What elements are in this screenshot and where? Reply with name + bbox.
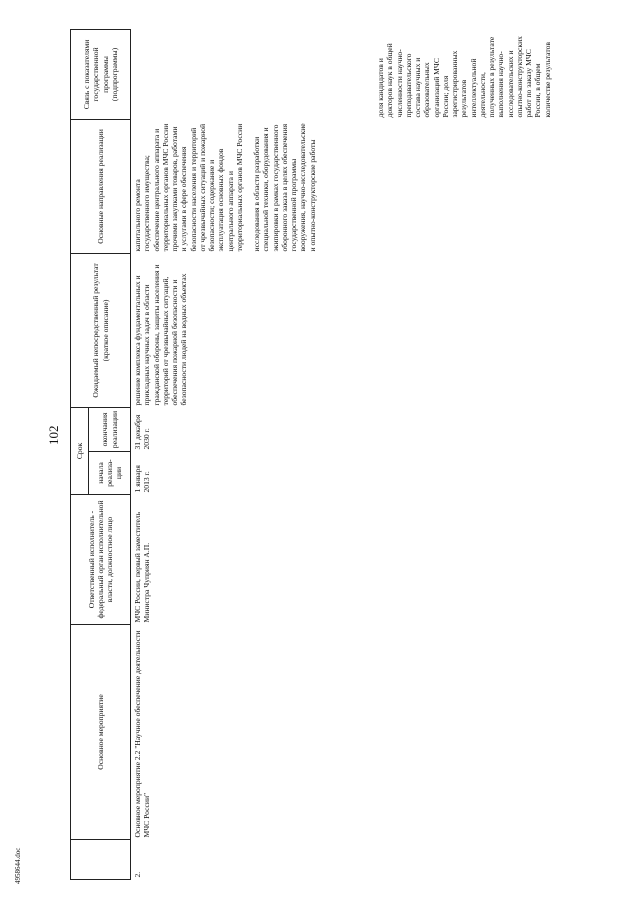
responsible-text: МЧС России, первый заместитель Министра Чуприян А.П. [133, 511, 152, 623]
header-directions: Основные направления реализации [71, 119, 131, 253]
directions-cell [131, 119, 561, 253]
page-number: 102 [46, 425, 61, 445]
header-number [71, 840, 131, 880]
indicator-link-cell [131, 29, 561, 119]
term-start-text: 1 января 2013 г. [133, 465, 152, 493]
term-start-cell [131, 452, 561, 495]
term-end-cell [131, 407, 561, 451]
directions-text: исследования в области разработки специальной техники, оборудования и экипировки в рамках государственного оборонного заказа в целях обеспечения государственной программы вооружения, научно-исследовательские и опытно-конструкторские работы [252, 123, 317, 252]
header-term-end: окончания реализации [89, 407, 131, 451]
header-term: Срок [71, 407, 89, 494]
header-result: Ожидаемый непосредственный результат (краткое описание) [71, 253, 131, 407]
header-main-activity: Основное мероприятие [71, 625, 131, 840]
table-row [131, 29, 561, 879]
program-activities-table [70, 29, 561, 880]
main-activity-cell [131, 625, 561, 840]
header-indicator-link: Связь с показателями государственной программы (подпрограммы) [71, 29, 131, 119]
indicator-link-text: доля кандидатов и докторов наук в общей численности научно-преподавательского состава научных и образовательных организаций МЧС России; доля зарегистрированных результатов интеллектуальной деятельности, полученных в результате выполнения научно-исследовательских и опытно-конструкторских работ по заказу МЧС России, в общем количестве результатов [376, 36, 552, 118]
result-text: решение комплекса фундаментальных и прикладных научных задач в области гражданской обороны, защиты населения и территорий от чрезвычайных ситуаций, обеспечения пожарной безопасности и безопасности людей на водных объектах [133, 264, 189, 406]
row-number-cell [131, 840, 561, 880]
header-responsible: Ответственный исполнитель - федеральный орган исполнительной власти, должностное лицо [71, 495, 131, 625]
main-activity-text: Основное мероприятие 2.2 "Научное обеспечение деятельности МЧС России" [133, 630, 152, 838]
header-term-start: начала реализа-ции [89, 452, 131, 495]
directions-continued-text: капитального ремонта государственного имущества; обеспечение центрального аппарата и территориальных органов МЧС России прочими закупками товаров, работами и услугами в сфере обеспечения безопасности населения и территорий от чрезвычайных ситуаций и пожарной безопасности; содержание и эксплуатация основных фондов центрального аппарата и территориальных органов МЧС России [133, 123, 244, 252]
responsible-cell [131, 495, 561, 625]
table-header [71, 29, 131, 879]
document-code: 4958644.doc [14, 847, 22, 884]
term-end-text: 31 декабря 2030 г. [133, 414, 152, 450]
rotated-table-container [70, 30, 560, 880]
row-number: 2. [133, 871, 142, 878]
result-cell [131, 253, 561, 407]
